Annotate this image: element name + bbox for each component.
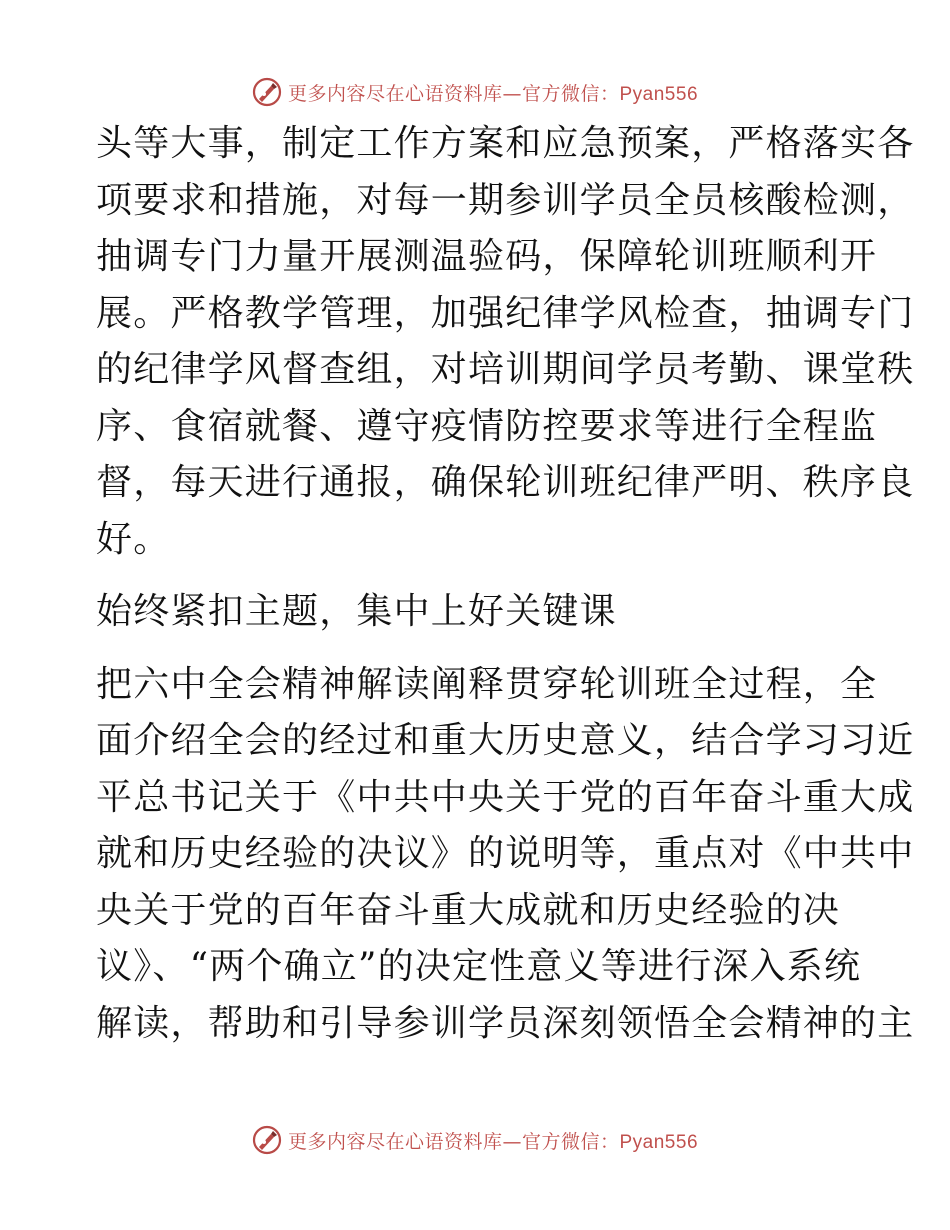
text-line: 序、食宿就餐、遵守疫情防控要求等进行全程监 [96, 405, 878, 447]
footer-watermark [0, 1120, 950, 1160]
footer-watermark-text: 更多内容尽在心语资料库—官方微信： [287, 1130, 620, 1153]
text-line: 把六中全会精神解读阐释贯穿轮训班全过程，全 [96, 663, 878, 705]
header-watermark-text: 更多内容尽在心语资料库—官方微信： [287, 82, 620, 105]
text-line: 头等大事，制定工作方案和应急预案，严格落实各 [96, 123, 915, 164]
text-line: 项要求和措施，对每一期参训学员全员核酸检测， [96, 179, 915, 221]
header-watermark [0, 72, 950, 112]
text-line: 央关于党的百年奋斗重大成就和历史经验的决 [96, 889, 841, 931]
pen-logo-icon [252, 1125, 282, 1155]
paragraph-1 [96, 122, 915, 562]
footer-watermark-id: Pyan556 [619, 1131, 699, 1153]
text-line: 的纪律学风督查组，对培训期间学员考勤、课堂秩 [96, 349, 915, 390]
text-line: 面介绍全会的经过和重大历史意义，结合学习习近 [96, 720, 915, 761]
paragraph-2 [96, 663, 915, 1046]
document-body [96, 122, 915, 1058]
text-line: 平总书记关于《中共中央关于党的百年奋斗重大成 [96, 776, 915, 818]
text-line: 就和历史经验的决议》的说明等，重点对《中共中 [96, 833, 915, 874]
pen-logo-icon [252, 77, 282, 107]
text-line: 督，每天进行通报，确保轮训班纪律严明、秩序良 [96, 462, 915, 503]
text-line: 好。 [96, 518, 171, 560]
text-line: 议》、“两个确立”的决定性意义等进行深入系统 [96, 946, 862, 987]
header-watermark-id: Pyan556 [619, 83, 699, 105]
text-line: 展。严格教学管理，加强纪律学风检查，抽调专门 [96, 292, 915, 334]
section-heading: 始终紧扣主题，集中上好关键课 [96, 591, 617, 632]
text-line: 解读，帮助和引导参训学员深刻领悟全会精神的主 [96, 1002, 915, 1044]
text-line: 抽调专门力量开展测温验码，保障轮训班顺利开 [96, 236, 878, 277]
